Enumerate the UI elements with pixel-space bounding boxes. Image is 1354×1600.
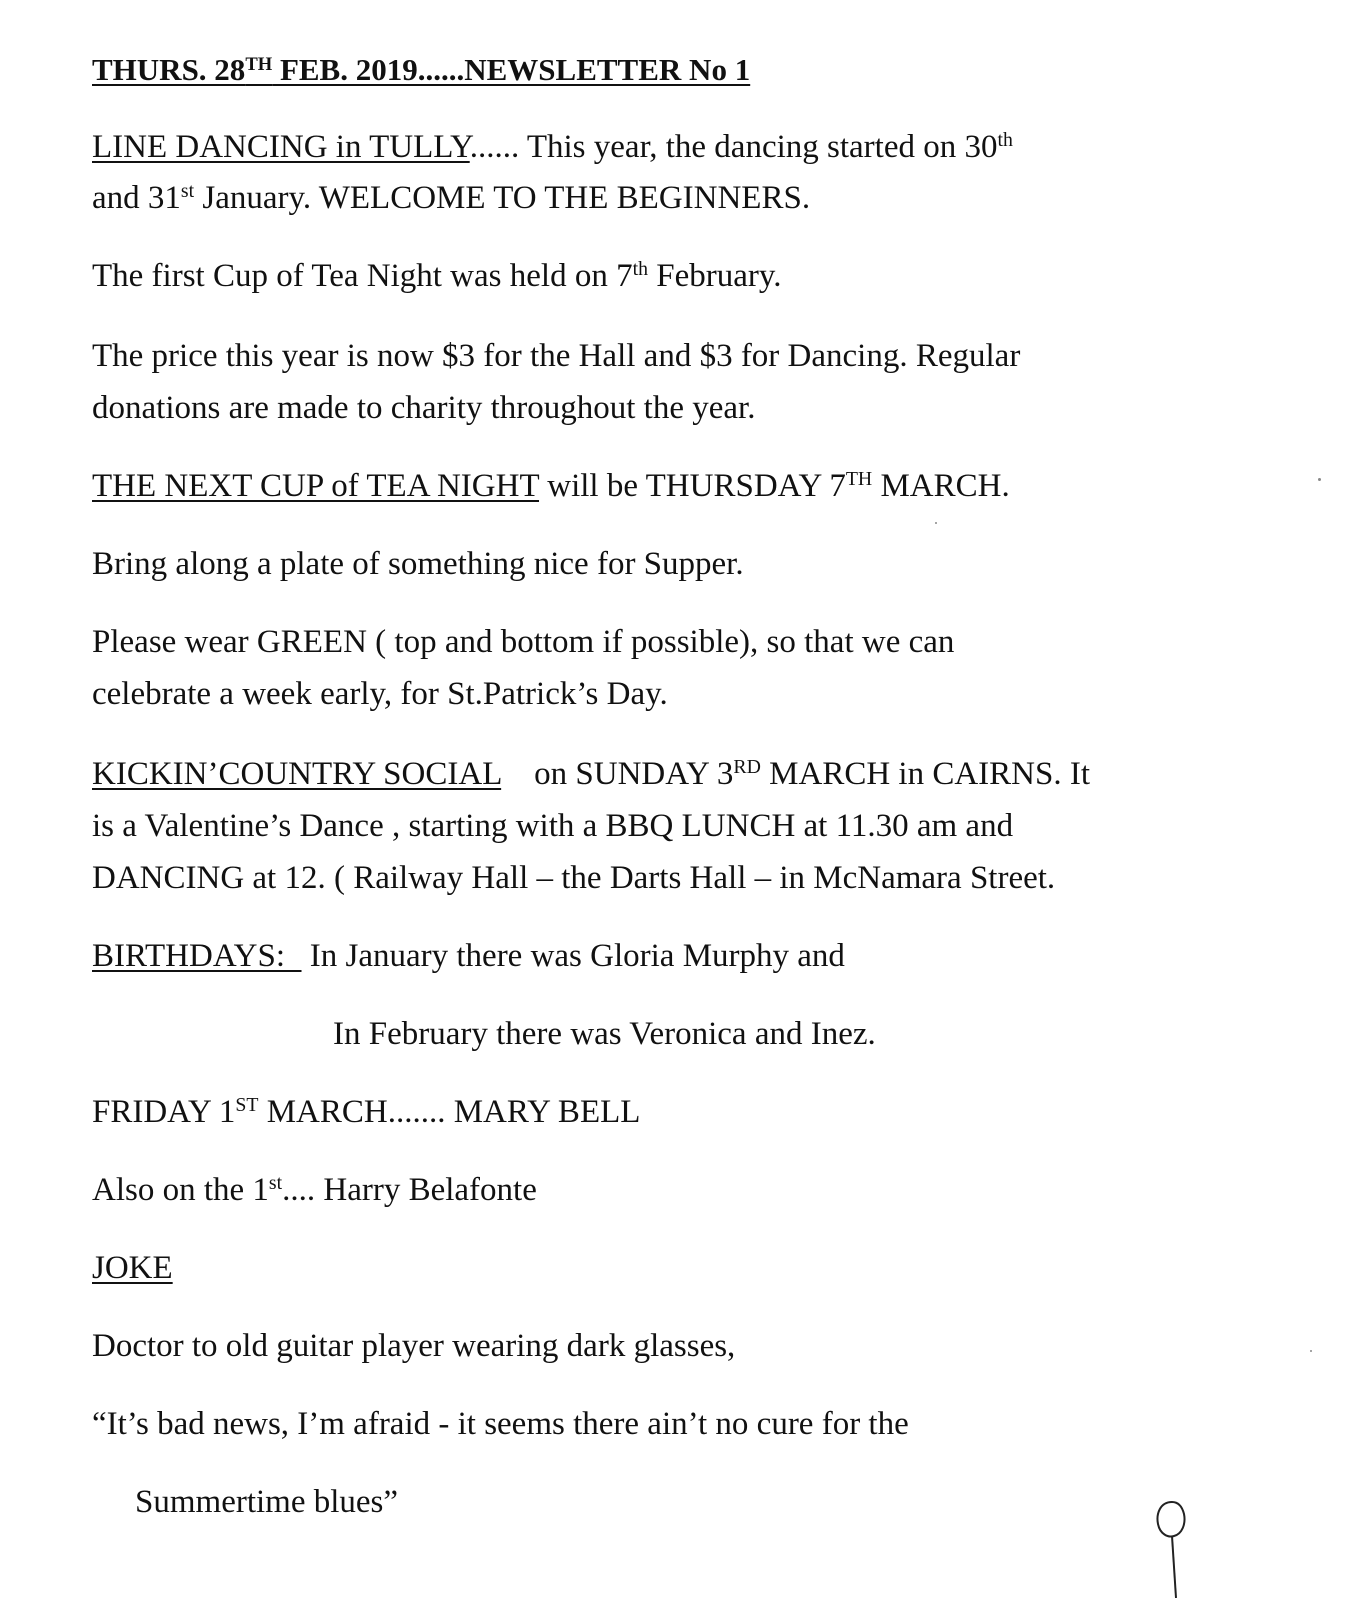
kickin-line-1: KICKIN’COUNTRY SOCIAL on SUNDAY 3RD MARCH in CAIRNS. It	[92, 756, 1091, 792]
line-dancing-line-1: LINE DANCING in TULLY...... This year, the dancing started on 30th	[92, 129, 1013, 165]
scan-speck	[1310, 1350, 1312, 1352]
title-text: THURS. 28TH FEB. 2019......NEWSLETTER No 1	[92, 52, 751, 87]
line-dancing-heading: LINE DANCING in TULLY	[92, 129, 470, 165]
line-dancing-line-2: and 31st January. WELCOME TO THE BEGINNERS.	[92, 180, 811, 216]
birthdays-line-2: In February there was Veronica and Inez.	[333, 1016, 876, 1052]
price-line-1: The price this year is now $3 for the Hall and $3 for Dancing. Regular	[92, 338, 1021, 374]
scan-speck	[1318, 478, 1321, 481]
first-tea-paragraph: The first Cup of Tea Night was held on 7th February.	[92, 258, 782, 294]
kickin-line-3: DANCING at 12. ( Railway Hall – the Darts Hall – in McNamara Street.	[92, 860, 1056, 896]
next-tea-heading: THE NEXT CUP of TEA NIGHT	[92, 468, 540, 504]
friday-paragraph: FRIDAY 1ST MARCH....... MARY BELL	[92, 1094, 641, 1130]
green-line-1: Please wear GREEN ( top and bottom if possible), so that we can	[92, 624, 955, 660]
also-paragraph: Also on the 1st.... Harry Belafonte	[92, 1172, 537, 1208]
next-tea-paragraph: THE NEXT CUP of TEA NIGHT will be THURSDAY 7TH MARCH.	[92, 468, 1010, 504]
supper-paragraph: Bring along a plate of something nice for Supper.	[92, 546, 744, 582]
price-line-2: donations are made to charity throughout the year.	[92, 390, 756, 426]
joke-heading: JOKE	[92, 1250, 173, 1286]
joke-line-3: Summertime blues”	[135, 1484, 399, 1520]
joke-heading-line	[92, 1248, 173, 1288]
newsletter-title	[92, 50, 750, 90]
scan-speck	[935, 522, 937, 524]
kickin-line-2: is a Valentine’s Dance , starting with a BBQ LUNCH at 11.30 am and	[92, 808, 1014, 844]
joke-line-1: Doctor to old guitar player wearing dark glasses,	[92, 1328, 736, 1364]
handwritten-doodle-icon	[1150, 1498, 1198, 1598]
joke-line-2: “It’s bad news, I’m afraid - it seems there ain’t no cure for the	[92, 1406, 909, 1442]
green-line-2: celebrate a week early, for St.Patrick’s Day.	[92, 676, 668, 712]
kickin-heading: KICKIN’COUNTRY SOCIAL	[92, 756, 502, 792]
birthdays-line-1: BIRTHDAYS: In January there was Gloria Murphy and	[92, 938, 845, 974]
birthdays-heading: BIRTHDAYS:	[92, 938, 302, 974]
